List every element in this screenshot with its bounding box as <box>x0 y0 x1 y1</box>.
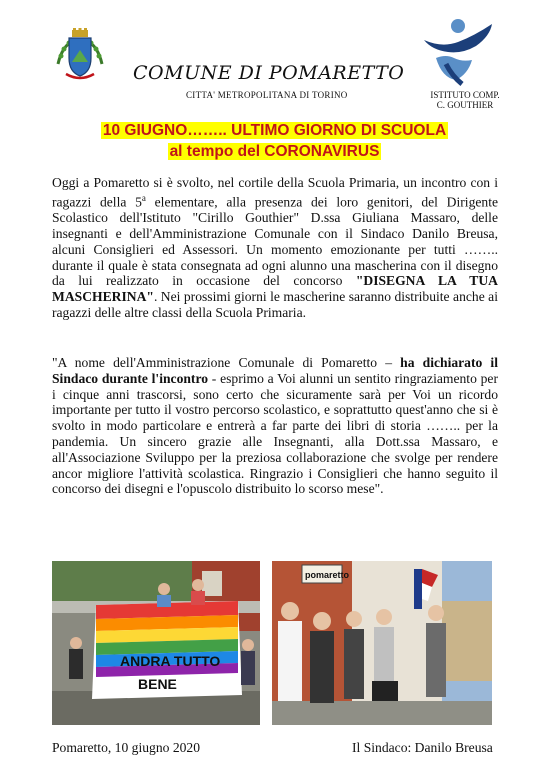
municipality-title: COMUNE DI POMARETTO <box>133 62 405 84</box>
paragraph-quote <box>52 355 498 497</box>
quote-attribution: ha dichiarato il Sindaco durante l'incontro <box>52 355 498 386</box>
banner-text-line-2: BENE <box>138 676 177 692</box>
school-institute-logo <box>418 18 496 86</box>
headline-line-2: al tempo del CORONAVIRUS <box>169 143 380 160</box>
municipality-subtitle: CITTA' METROPOLITANA DI TORINO <box>186 90 348 100</box>
paragraph-intro-text-c: . Nei prossimi giorni le mascherine saranno distribuite anche ai ragazzi delle altre classi della Scuola Primaria. <box>52 289 498 320</box>
municipal-crest-logo <box>52 28 108 84</box>
institute-name <box>420 90 510 110</box>
contest-name: "DISEGNA LA TUA MASCHERINA" <box>52 273 499 305</box>
mayor-signature: Il Sindaco: Danilo Breusa <box>352 740 493 755</box>
photo-ceremony <box>272 561 492 725</box>
building-sign-text: pomaretto <box>305 570 350 580</box>
paragraph-intro <box>52 175 498 321</box>
paragraph-intro-text-b: elementare, alla presenza dei loro genitori, del Dirigente Scolastico dell'Istituto "Cirillo Gouthier" D.ssa Giuliana Massaro, delle insegnanti e dell'Amministrazione Comunale con il Sindaco Danilo Breusa, alcuni Consiglieri ed Assessori. Un momento emozionante per tutti …….. durante il quale è stata consegnata ad ogni alunno una mascherina con il disegno da lui realizzato in occasione del concorso <box>52 194 499 289</box>
photo-rainbow-banner <box>52 561 260 725</box>
institute-line-2: C. GOUTHIER <box>436 100 494 110</box>
headline-line-1: 10 GIUGNO…….. ULTIMO GIORNO DI SCUOLA <box>102 122 447 139</box>
place-and-date: Pomaretto, 10 giugno 2020 <box>52 740 201 755</box>
ordinal-superscript: a <box>141 192 146 203</box>
paragraph-quote-text-b: - esprimo a Voi alunni un sentito ringraziamento per i cinque anni trascorsi, sono certo che sicuramente sarà per Voi un ricordo importante per tutto il vostro percorso scolastico, e soprattutto quest'anno che si è svolto in modo particolare e entrerà a far parte dei libri di storia …….. per la pandemia. Un sincero grazie alle Insegnanti, alla Dott.ssa Massaro, e all'Associazione Sviluppo per la preziosa collaborazione che svolge per rendere ancor migliore l'attività scolastica. Ringrazio i Consiglieri che hanno seguito il concorso dei disegni e l'opuscolo distribuito lo scorso mese". <box>52 370 498 497</box>
institute-line-1: ISTITUTO COMP. <box>430 90 500 100</box>
paragraph-quote-text-a: "A nome dell'Amministrazione Comunale di Pomaretto – <box>52 355 401 370</box>
rainbow-banner <box>92 601 242 699</box>
banner-text-line-1: ANDRA TUTTO <box>120 653 221 669</box>
paragraph-intro-text-a: Oggi a Pomaretto si è svolto, nel cortile della Scuola Primaria, un incontro con i ragazzi della 5 <box>52 175 498 210</box>
headline <box>0 120 549 162</box>
